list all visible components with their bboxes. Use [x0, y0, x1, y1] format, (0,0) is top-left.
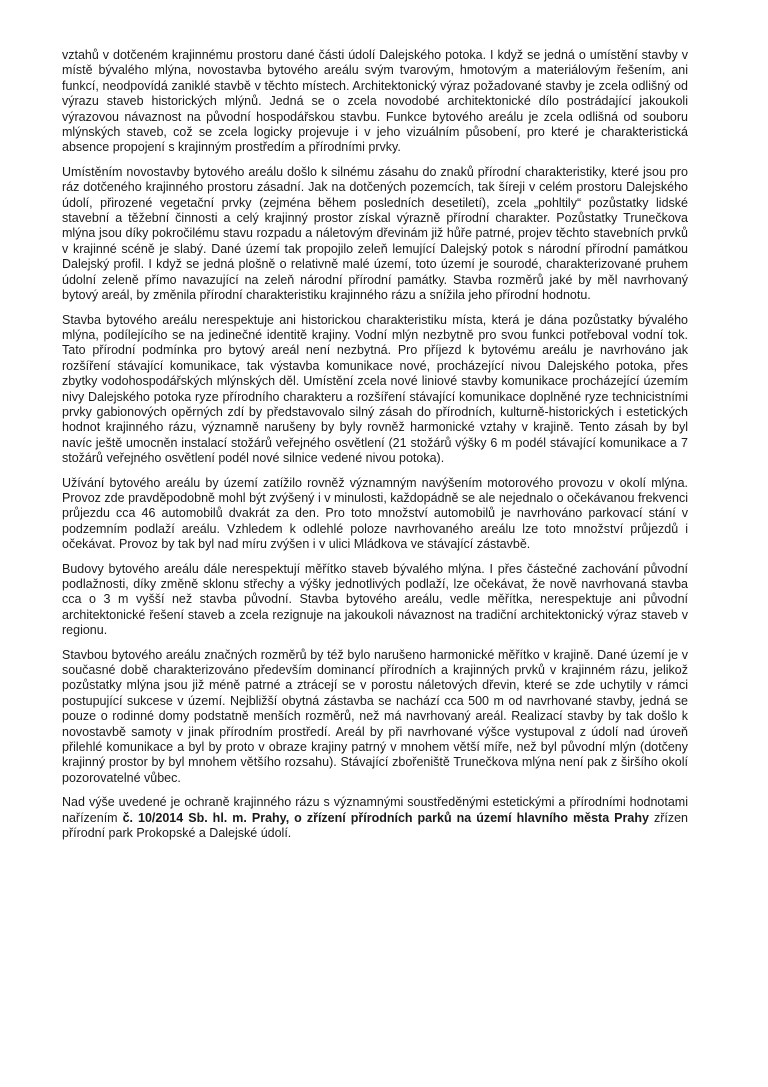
paragraph-traffic: Užívání bytového areálu by území zatížilo rovněž významným navýšením motorového provozu v okolí mlýna. Provoz zde pravděpodobně mohl být zvýšený i v minulosti, každopádně se ale nejednalo o očekávanou frekvenci průjezdu cca 46 automobilů dvakrát za den. Pro toto množství automobilů je navrhováno parkovací stání v podzemním podlaží areálu. Vzhledem k odlehlé poloze navrhovaného areálu lze toto množství průjezdů i očekávat. Provoz by tak byl nad míru zvýšen i v ulici Mládkova ve stávající zástavbě. — [62, 475, 688, 552]
regulation-reference: č. 10/2014 Sb. hl. m. Prahy, o zřízení přírodních parků na území hlavního města Prahy — [122, 810, 649, 825]
nature-park-text-start: Nad výše uvedené je ochraně krajinného rázu s významnými soustředěnými estetickými a přírodními hodnotami nařízením — [62, 795, 688, 825]
paragraph-landscape-scale: Stavbou bytového areálu značných rozměrů by též bylo narušeno harmonické měřítko v krajině. Dané území je v současné době charakterizováno především dominancí přírodních a krajinných prvků v krajinném rázu, jelikož pozůstatky mlýna jsou již méně patrné a ztrácejí se v porostu náletových dřevin, které se zde uchytily v rámci postupující sukcese v území. Nejbližší obytná zástavba se nachází cca 500 m od navrhované stavby, jedná se pouze o rodinné domy podstatně menších rozměrů, než má navrhovaný areál. Realizací stavby by tak došlo k novostavbě samoty v jinak přírodním prostředí. Areál by při navrhované výšce vystupoval z údolí nad úroveň přilehlé komunikace a byl by proto v obraze krajiny patrný v mnohem větší míře, než byl původní mlýn (dotčeny krajinný prostor by byl mnohem většího rozsahu). Stávající zbořeniště Trunečkova mlýna není pak z širšího okolí pozorovatelné vůbec. — [62, 647, 688, 785]
paragraph-mill-architecture: vztahů v dotčeném krajinnému prostoru dané části údolí Dalejského potoka. I když se jedná o umístění stavby v místě bývalého mlýna, novostavba bytového areálu svým tvarovým, hmotovým a materiálovým řešením, ani funkcí, neodpovídá zaniklé stavbě v těchto místech. Architektonický výraz požadované stavby je zcela odlišný od výrazu staveb historických mlýnů. Jedná se o zcela novodobé architektonické dílo postrádající jakoukoli výrazovou návaznost na původní hospodářskou stavbu. Funkce bytového areálu je zcela odlišná od souboru mlýnských staveb, což se zcela logicky projevuje i v jeho vizuálním působení, pro které je charakteristická absence propojení s krajinným prostředím a přírodními prvky. — [62, 48, 688, 155]
paragraph-building-scale: Budovy bytového areálu dále nerespektují měřítko staveb bývalého mlýna. I přes částečné zachování původní podlažnosti, díky změně sklonu střechy a výšky jednotlivých podlaží, lze očekávat, že nově navrhovaná stavba cca o 3 m vyšší než stavba původní. Stavba bytového areálu, vedle měřítka, nerespektuje ani původní architektonické řešení staveb a zcela rezignuje na jakoukoli návaznost na tradiční architektonický výraz staveb v regionu. — [62, 561, 688, 638]
paragraph-natural-character: Umístěním novostavby bytového areálu došlo k silnému zásahu do znaků přírodní charakteristiky, které jsou pro ráz dotčeného krajinného prostoru zásadní. Jak na dotčených pozemcích, tak šíreji v celém prostoru Dalejského údolí, přirozené vegetační prvky (zejména během posledních desetiletí), zcela „pohltily“ pozůstatky lidské stavební a těžební činnosti a celý krajinný prostor získal výrazně přírodní charakter. Pozůstatky Trunečkova mlýna jsou díky pokročilému stavu rozpadu a náletovým dřevinám již hůře patrné, projev těchto stavebních prvků v krajinné scéně je slabý. Dané území tak propojilo zeleň lemující Dalejský potok s národní přírodní památkou Dalejský profil. I když se jedná plošně o relativně malé území, toto území je sourodé, charakterizované pruhem údolní zeleně přímo navazující na zeleň národní přírodní památky. Stavba rozměrů jaké by měl navrhovaný bytový areál, by změnila přírodní charakteristiku krajinného rázu a snížila jeho přírodní hodnotu. — [62, 164, 688, 303]
paragraph-historical-character: Stavba bytového areálu nerespektuje ani historickou charakteristiku místa, která je dána pozůstatky bývalého mlýna, podílejícího se na jedinečné identitě krajiny. Vodní mlýn nezbytně pro svou funkci potřeboval vodní tok. Tato přírodní podmínka pro bytový areál není nezbytná. Pro příjezd k bytovému areálu je navrhováno jak rozšíření stávající komunikace, tak výstavba komunikace nové, procházející nivou Dalejského potoka, přes zbytky vodohospodářských mlýnských děl. Umístění zcela nové liniové stavby komunikace procházející územím nivy Dalejského potoka ryze přírodního charakteru a rozšíření stávající komunikace doplněné ryze technicistními prvky gabionových opěrných zdí by představovalo silný zásah do přírodních, kulturně-historických i estetických hodnot krajinného rázu, významně narušeny by byly rovněž harmonické vztahy v krajině. Tento zásah by byl navíc ještě umocněn instalací stožárů veřejného osvětlení (21 stožárů výšky 6 m podél stávající komunikace a 7 stožárů veřejného osvětlení podél nové silnice vedené nivou potoka). — [62, 312, 688, 466]
nature-park-text-end: zřízen přírodní park Prokopské a Dalejské údolí. — [62, 810, 688, 841]
paragraph-nature-park — [62, 795, 688, 841]
